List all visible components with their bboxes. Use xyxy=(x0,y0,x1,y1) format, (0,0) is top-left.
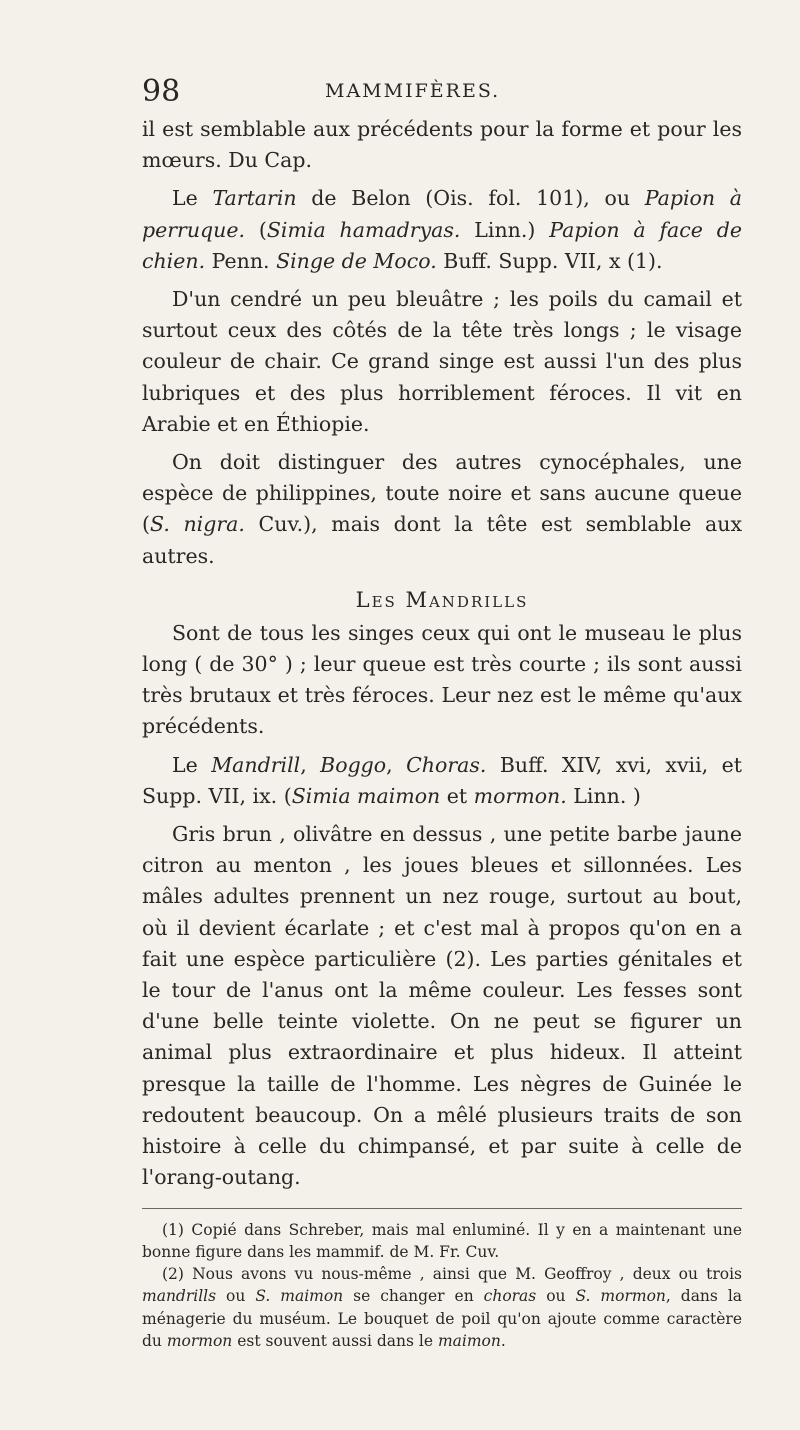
text-run: ( xyxy=(245,217,267,242)
species-name: mormon xyxy=(166,1331,233,1350)
species-name: mormon. xyxy=(473,783,567,808)
footnotes xyxy=(142,1219,742,1353)
text-run: Linn. ) xyxy=(566,783,641,808)
species-name: Papion à face de chien. xyxy=(142,217,742,273)
paragraph-tartarin xyxy=(142,183,742,277)
text-run: ou xyxy=(536,1287,576,1306)
species-name: S. maimon xyxy=(255,1287,344,1306)
text-run: Buff. Supp. VII, x (1). xyxy=(436,248,663,273)
footnote-divider xyxy=(142,1208,742,1209)
body-text xyxy=(142,114,742,1352)
page-number: 98 xyxy=(142,74,181,109)
species-name: S. mormon xyxy=(575,1287,666,1306)
paragraph-mandrill xyxy=(142,750,742,812)
species-name: maimon xyxy=(437,1331,501,1350)
paragraph-cynocephales xyxy=(142,447,742,572)
species-name: Mandrill xyxy=(211,752,301,777)
species-name: Papion à perruque. xyxy=(142,186,742,242)
species-name: Tartarin xyxy=(212,186,297,211)
text-run: ou xyxy=(216,1287,256,1306)
paragraph-continuation: il est semblable aux précédents pour la forme et pour les mœurs. Du Cap. xyxy=(142,117,742,173)
text-run: et xyxy=(440,783,474,808)
paragraph-mandrill-description: Gris brun , olivâtre en dessus , une petite barbe jaune citron au menton , les joues bleues et sillonnées. Les mâles adultes prennent un nez rouge, surtout au bout, où il devient écarlate ; et c'est mal à propos qu'on en a fait une espèce particulière (2). Les parties génitales et le tour de l'anus ont la même couleur. Les fesses sont d'une belle teinte violette. On ne peut se figurer un animal plus extraordinaire et plus hideux. Il atteint presque la taille de l'homme. Les nègres de Guinée le redoutent beaucoup. On a mêlé plusieurs traits de son histoire à celle du chimpansé, et par suite à celle de l'orang-outang. xyxy=(142,822,742,1190)
text-run: Buff. XIV, xvi, xvii, et Supp. VII, ix. ( xyxy=(142,752,742,808)
running-header xyxy=(0,74,800,114)
species-name: Simia maimon xyxy=(291,783,441,808)
text-run: On doit distinguer des autres cynocéphales, une espèce de philippines, toute noire et sans aucune queue ( xyxy=(142,450,742,537)
text-run: Cuv.), mais dont la tête est semblable aux autres. xyxy=(142,512,743,568)
species-name: mandrills xyxy=(142,1287,217,1306)
species-name: Boggo xyxy=(320,752,387,777)
species-name: S. nigra. xyxy=(150,512,245,537)
running-title: MAMMIFÈRES. xyxy=(325,80,501,102)
footnote-2 xyxy=(142,1263,742,1352)
species-name: choras xyxy=(483,1287,537,1306)
text-run: . xyxy=(500,1331,506,1350)
text-run: de Belon (Ois. fol. 101), ou xyxy=(296,186,645,211)
text-run: Le xyxy=(172,186,213,211)
text-run: Linn.) xyxy=(460,217,550,242)
text-run: , xyxy=(300,752,321,777)
text-run: Penn. xyxy=(205,248,277,273)
species-name: Choras. xyxy=(406,752,487,777)
text-run: , xyxy=(386,752,407,777)
text-run: Le xyxy=(172,752,212,777)
paragraph-mandrills-intro: Sont de tous les singes ceux qui ont le museau le plus long ( de 30° ) ; leur queue est très courte ; ils sont aussi très brutaux et très féroces. Leur nez est le même qu'aux précédents. xyxy=(142,620,742,739)
species-name: Simia hamadryas. xyxy=(266,217,461,242)
paragraph-description: D'un cendré un peu bleuâtre ; les poils du camail et surtout ceux des côtés de la tête très longs ; le visage couleur de chair. Ce grand singe est aussi l'un des plus lubriques et des plus horriblement féroces. Il vit en Arabie et en Éthiopie. xyxy=(142,287,742,436)
footnote-1: (1) Copié dans Schreber, mais mal enluminé. Il y en a maintenant une bonne figure dans les mammif. de M. Fr. Cuv. xyxy=(142,1220,742,1261)
text-run: (2) Nous avons vu nous-même , ainsi que M. Geoffroy , deux ou trois xyxy=(162,1265,742,1284)
text-run: est souvent aussi dans le xyxy=(232,1331,438,1350)
text-run: se changer en xyxy=(343,1287,484,1306)
species-name: Singe de Moco. xyxy=(276,248,437,273)
text-run: , dans la ménagerie du muséum. Le bouquet de poil qu'on ajoute comme caractère du xyxy=(142,1287,743,1350)
section-heading: Les Mandrills xyxy=(355,587,529,612)
